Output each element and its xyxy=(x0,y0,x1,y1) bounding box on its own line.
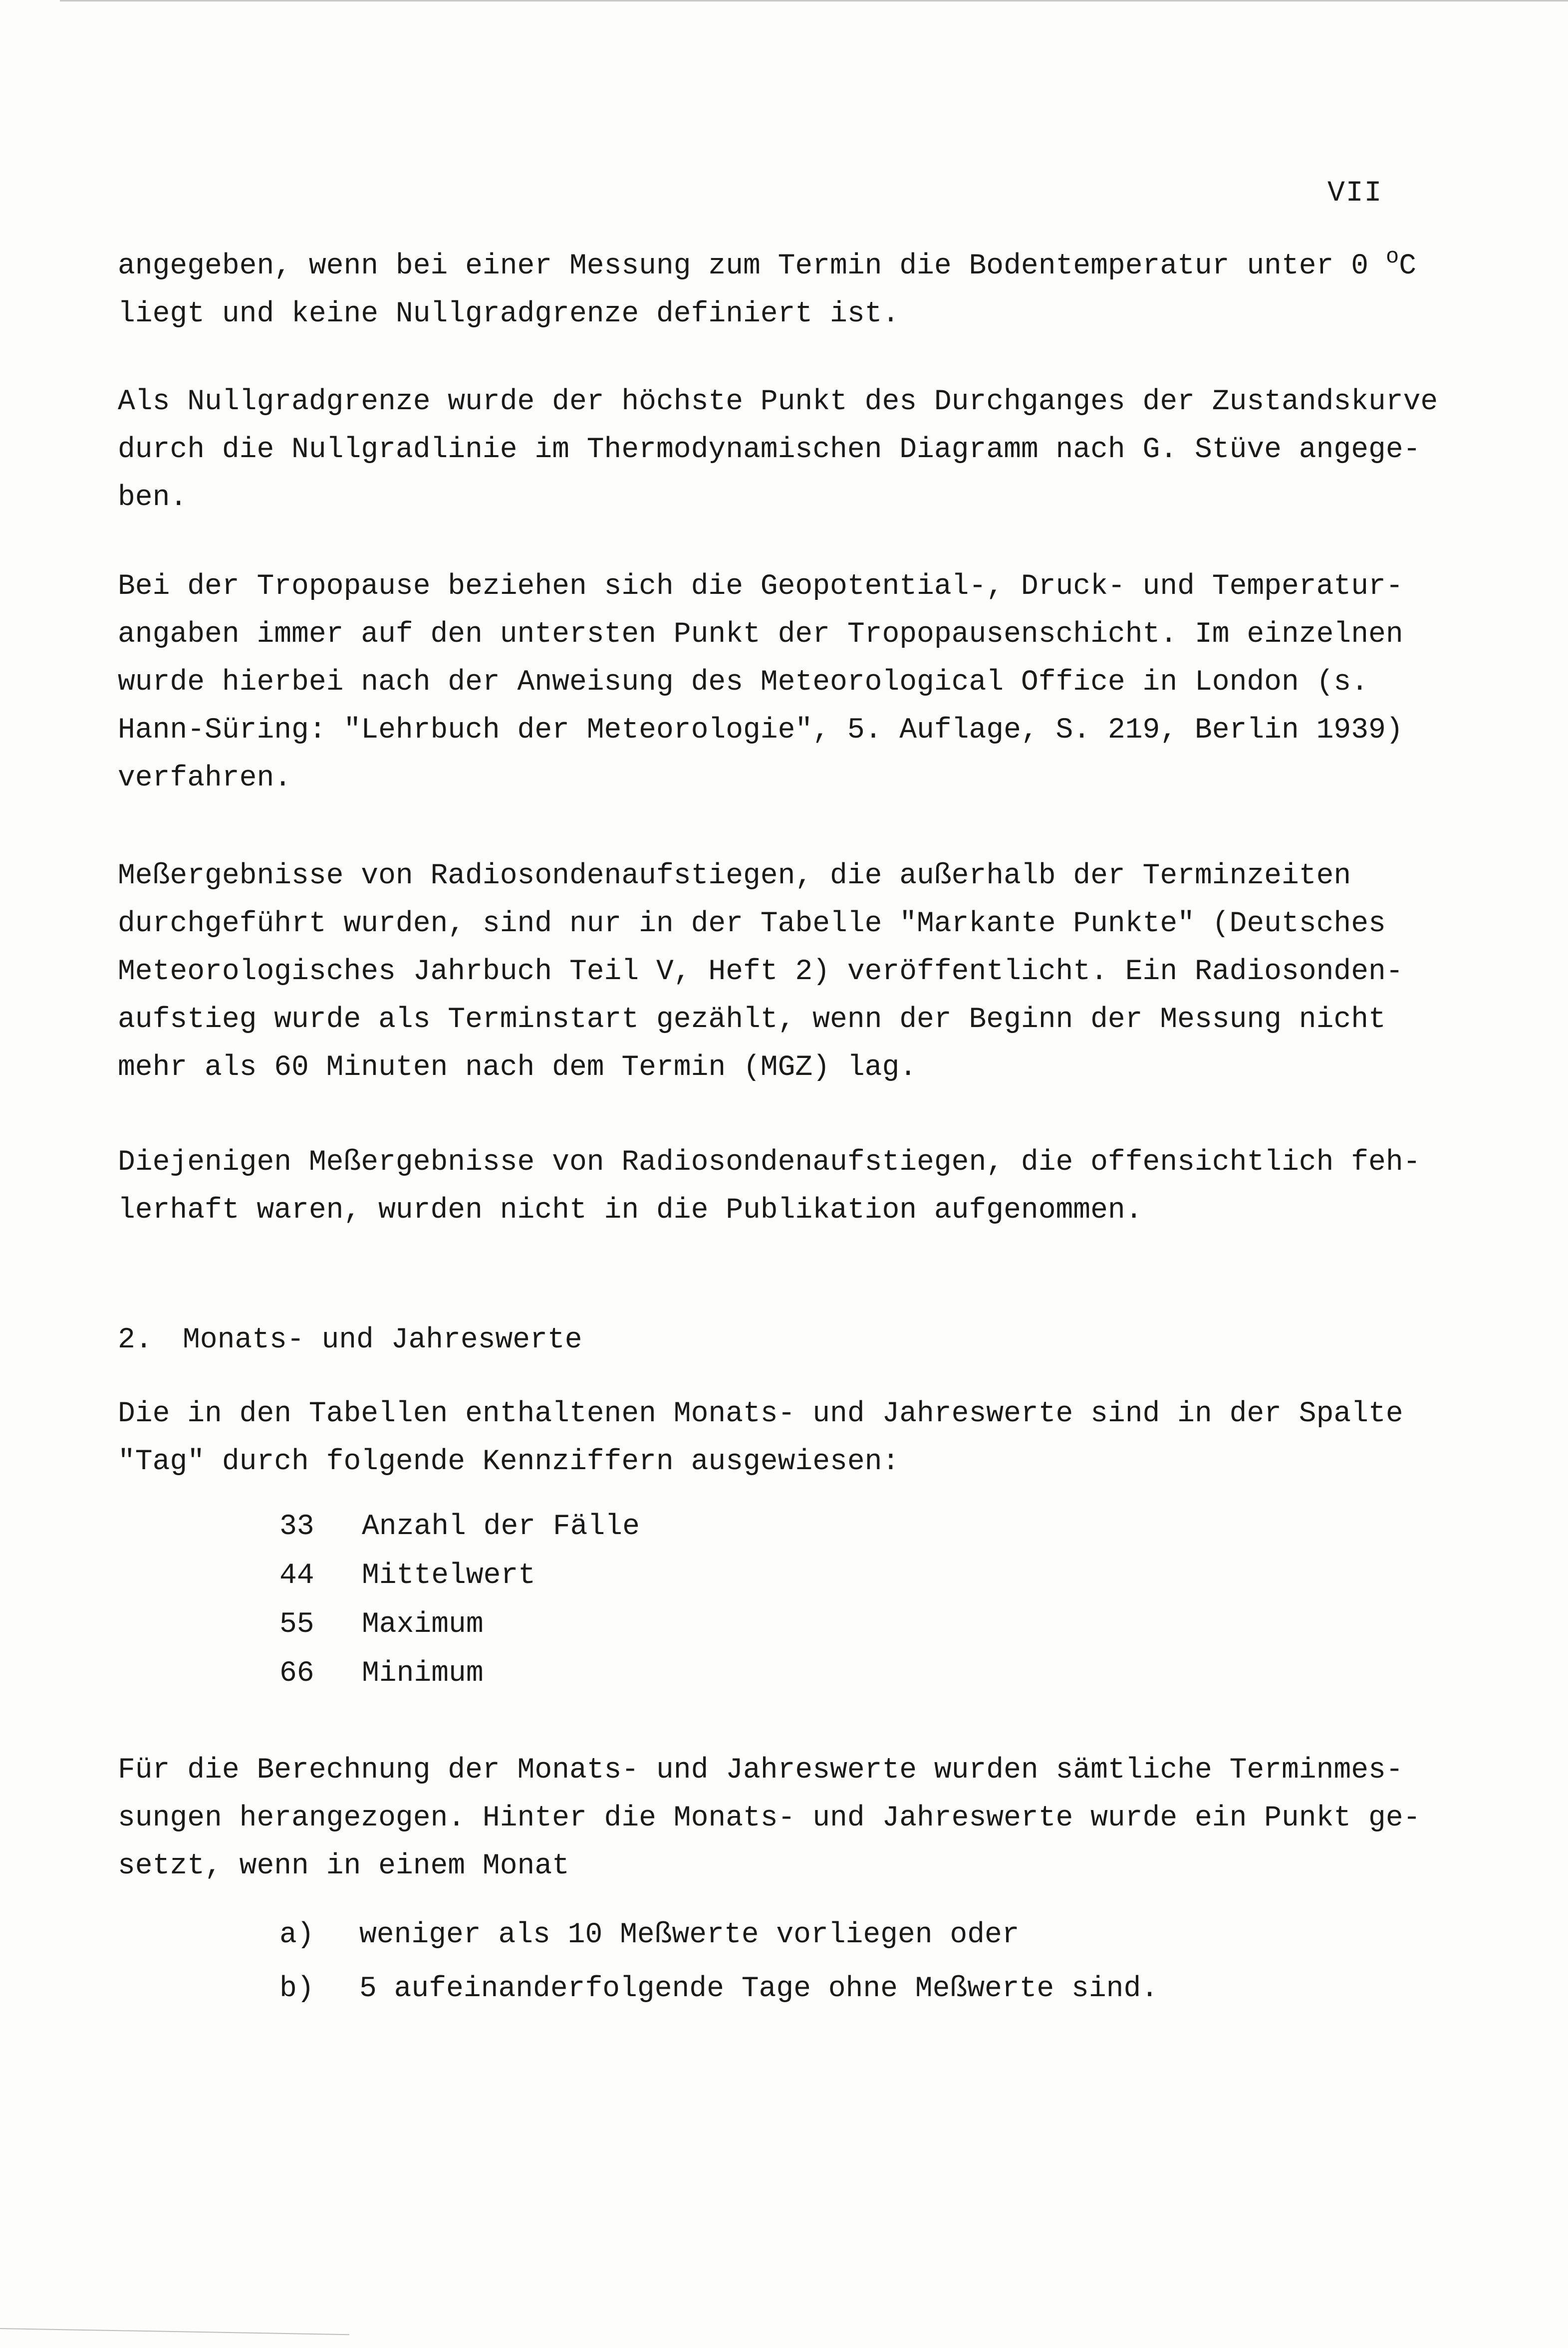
text-line: Als Nullgradgrenze wurde der höchste Punkt des Durchganges der Zustandskurve xyxy=(118,386,1438,418)
code-number: 33 xyxy=(279,1511,314,1543)
code-label: Anzahl der Fälle xyxy=(362,1511,640,1543)
paragraph-zero-degree-note xyxy=(118,243,1415,338)
list-marker: b) xyxy=(279,1973,314,2005)
paragraph-fehlerhaft xyxy=(118,1139,1421,1235)
paragraph-kennziffern xyxy=(118,1390,1415,1486)
text-line: ben. xyxy=(118,482,188,514)
code-number: 55 xyxy=(279,1608,314,1641)
text-line: liegt und keine Nullgradgrenze definiert ist. xyxy=(118,298,900,330)
list-item xyxy=(279,1601,640,1650)
list-item xyxy=(279,1503,640,1552)
page-number: VII xyxy=(1327,177,1383,210)
code-number: 44 xyxy=(279,1560,314,1592)
code-number: 66 xyxy=(279,1657,314,1690)
scan-edge-top xyxy=(60,0,1568,1)
text-line: durchgeführt wurden, sind nur in der Tabelle "Markante Punkte" (Deutsches xyxy=(118,908,1386,940)
text-line: aufstieg wurde als Terminstart gezählt, wenn der Beginn der Messung nicht xyxy=(118,1004,1386,1036)
list-marker: a) xyxy=(279,1919,314,1951)
code-label: Minimum xyxy=(362,1657,484,1690)
text-line: angaben immer auf den untersten Punkt der Tropopausenschicht. Im einzelnen xyxy=(118,618,1403,651)
text-line: durch die Nullgradlinie im Thermodynamischen Diagramm nach G. Stüve angege- xyxy=(118,434,1421,466)
list-item xyxy=(279,1650,640,1699)
text-line: angegeben, wenn bei einer Messung zum Termin die Bodentemperatur unter 0 $^o$C xyxy=(118,245,1417,282)
text-line: Meßergebnisse von Radiosondenaufstiegen, die außerhalb der Terminzeiten xyxy=(118,860,1351,892)
code-label: Maximum xyxy=(362,1608,484,1641)
text-line: Bei der Tropopause beziehen sich die Geopotential-, Druck- und Temperatur- xyxy=(118,570,1403,603)
text-line: wurde hierbei nach der Anweisung des Meteorological Office in London (s. xyxy=(118,666,1369,699)
text-line: mehr als 60 Minuten nach dem Termin (MGZ) lag. xyxy=(118,1051,917,1084)
condition-text: 5 aufeinanderfolgende Tage ohne Meßwerte sind. xyxy=(359,1973,1159,2005)
paragraph-nullgradgrenze xyxy=(118,378,1438,522)
code-label: Mittelwert xyxy=(362,1560,536,1592)
section-heading xyxy=(118,1316,582,1364)
text-line: Die in den Tabellen enthaltenen Monats- und Jahreswerte sind in der Spalte xyxy=(118,1398,1403,1430)
list-item xyxy=(279,1911,1158,1965)
section-number: 2. xyxy=(118,1324,153,1356)
code-list xyxy=(279,1503,640,1699)
list-item xyxy=(279,1552,640,1601)
paragraph-berechnung xyxy=(118,1747,1421,1890)
degree-superscript: o xyxy=(1385,245,1399,269)
text-line: setzt, wenn in einem Monat xyxy=(118,1850,569,1882)
text-line: Meteorologisches Jahrbuch Teil V, Heft 2) veröffentlicht. Ein Radiosonden- xyxy=(118,956,1403,988)
section-title: Monats- und Jahreswerte xyxy=(183,1324,582,1356)
text-line: Für die Berechnung der Monats- und Jahreswerte wurden sämtliche Terminmes- xyxy=(118,1754,1403,1787)
scan-edge-bottom xyxy=(0,2328,349,2335)
paragraph-messergebnisse xyxy=(118,852,1415,1092)
condition-list xyxy=(279,1911,1158,2019)
text-line: sungen herangezogen. Hinter die Monats- und Jahreswerte wurde ein Punkt ge- xyxy=(118,1802,1421,1834)
text-line: "Tag" durch folgende Kennziffern ausgewiesen: xyxy=(118,1446,900,1478)
text-line: verfahren. xyxy=(118,762,292,794)
paragraph-tropopause xyxy=(118,563,1415,802)
condition-text: weniger als 10 Meßwerte vorliegen oder xyxy=(359,1919,1020,1951)
text-line: lerhaft waren, wurden nicht in die Publikation aufgenommen. xyxy=(118,1194,1143,1227)
list-item xyxy=(279,1965,1158,2019)
text-line: Hann-Süring: "Lehrbuch der Meteorologie", 5. Auflage, S. 219, Berlin 1939) xyxy=(118,714,1403,747)
text-line: Diejenigen Meßergebnisse von Radiosondenaufstiegen, die offensichtlich feh- xyxy=(118,1146,1421,1179)
